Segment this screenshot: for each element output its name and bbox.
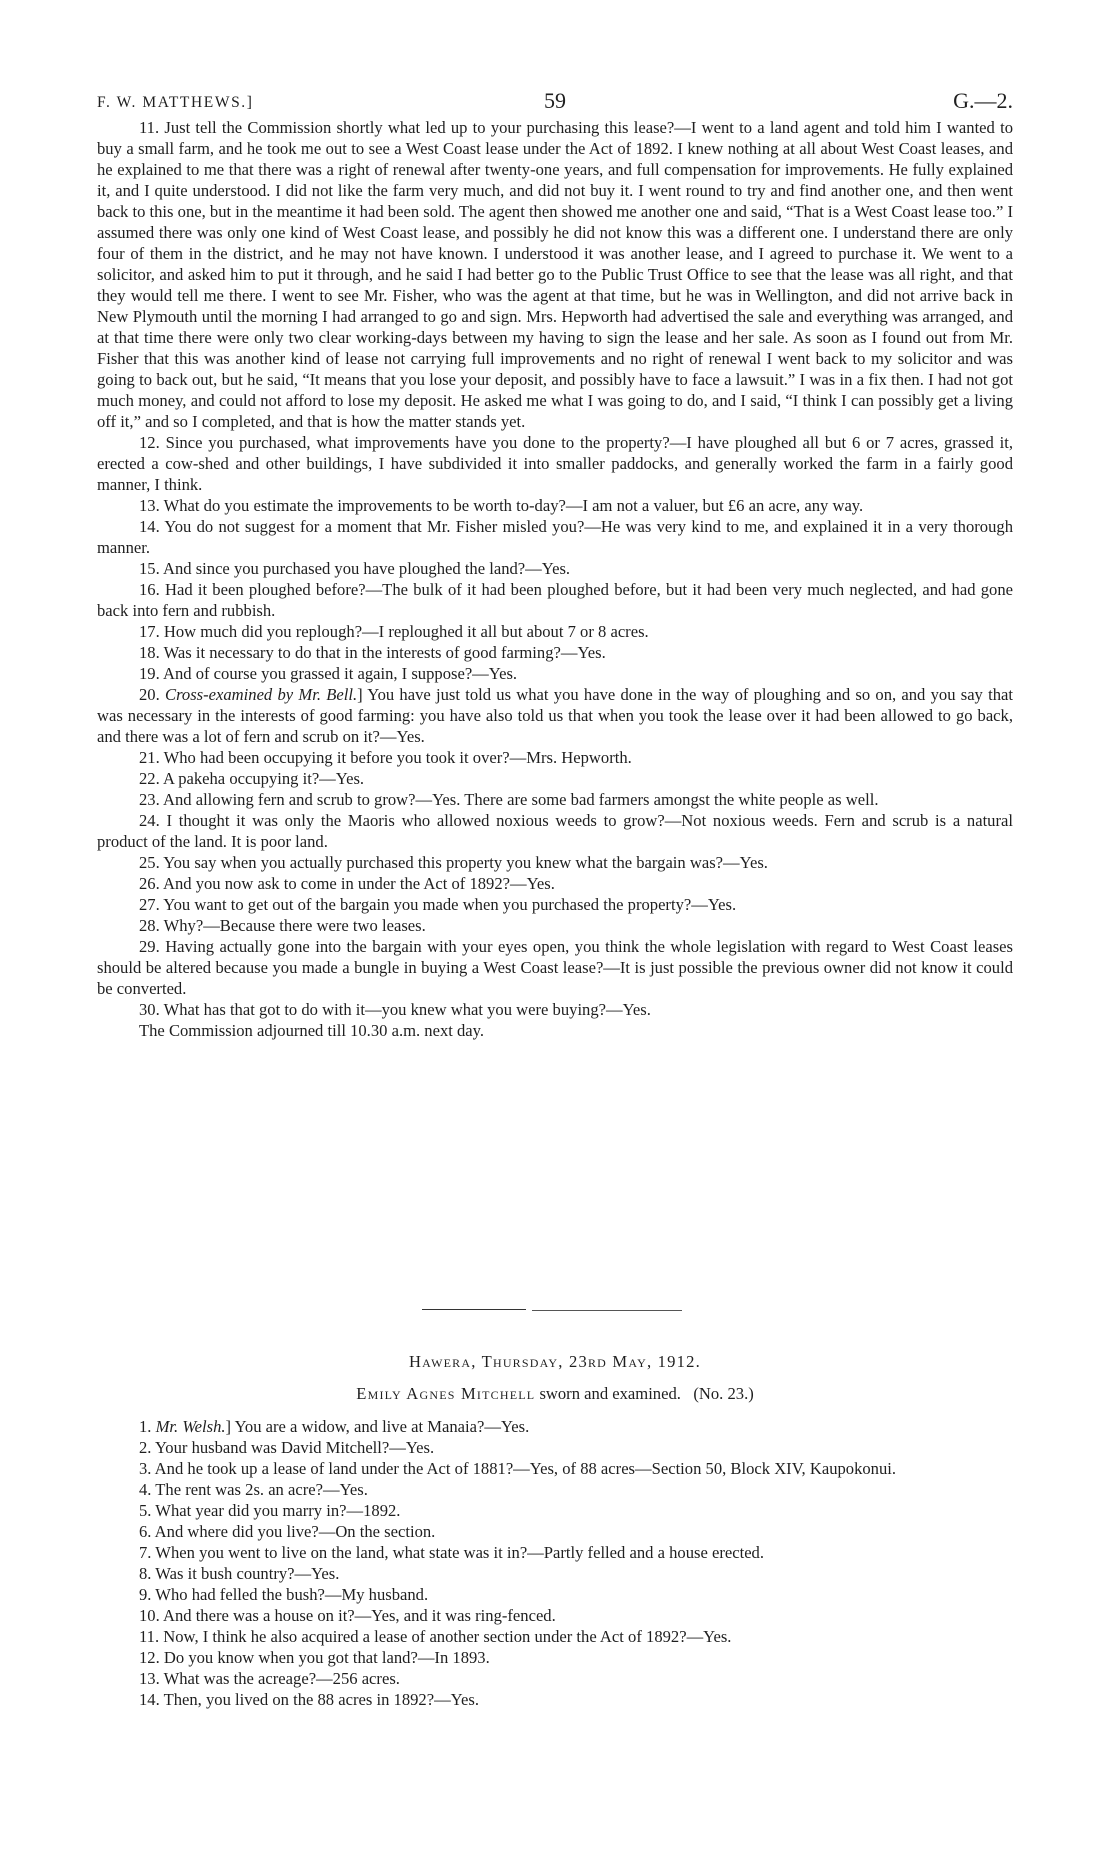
paragraph-q17: 17. How much did you replough?—I reploughed it all but about 7 or 8 acres. <box>139 622 649 641</box>
paragraph-q18: 18. Was it necessary to do that in the interests of good farming?—Yes. <box>139 643 606 662</box>
cross-examiner: Cross-examined by Mr. Bell. <box>165 685 358 704</box>
witness-name: Emily Agnes Mitchell <box>356 1384 536 1403</box>
paragraph-q16: 16. Had it been ploughed before?—The bulk of it had been ploughed before, but it had been very much neglected, and had gone back into fern and rubbish. <box>97 580 1013 620</box>
witness-heading <box>97 1384 1013 1404</box>
page-header <box>97 88 1013 118</box>
examiner-name: Mr. Welsh. <box>155 1417 226 1436</box>
document-reference: G.—2. <box>953 88 1013 113</box>
divider-rule-left <box>422 1309 526 1310</box>
q1-text: ] You are a widow, and live at Manaia?—Yes. <box>225 1417 530 1436</box>
paragraph-q21: 21. Who had been occupying it before you took it over?—Mrs. Hepworth. <box>139 748 632 767</box>
paragraph-q29: 29. Having actually gone into the bargain with your eyes open, you think the whole legislation with regard to West Coast leases should be altered because you made a bungle in buying a West Coast lease?—It is just possible the previous owner did not know it could be converted. <box>97 937 1013 998</box>
testimony-section-mitchell <box>97 1416 1013 1710</box>
paragraph-q30: 30. What has that got to do with it—you knew what you were buying?—Yes. <box>139 1000 651 1019</box>
paragraph-q5: 5. What year did you marry in?—1892. <box>139 1501 401 1520</box>
paragraph-q15: 15. And since you purchased you have ploughed the land?—Yes. <box>139 559 571 578</box>
witness-sworn: sworn and examined. <box>535 1384 681 1403</box>
paragraph-q3: 3. And he took up a lease of land under the Act of 1881?—Yes, of 88 acres—Section 50, Block XIV, Kaupokonui. <box>139 1459 897 1478</box>
q20-number: 20. <box>139 685 160 704</box>
session-heading: Hawera, Thursday, 23rd May, 1912. <box>409 1352 701 1371</box>
paragraph-q19: 19. And of course you grassed it again, I suppose?—Yes. <box>139 664 518 683</box>
divider-rule-right <box>532 1310 682 1311</box>
paragraph-q13-mitchell: 13. What was the acreage?—256 acres. <box>139 1669 400 1688</box>
paragraph-q4: 4. The rent was 2s. an acre?—Yes. <box>139 1480 368 1499</box>
paragraph-q6: 6. And where did you live?—On the section. <box>139 1522 436 1541</box>
paragraph-q11-mitchell: 11. Now, I think he also acquired a lease of another section under the Act of 1892?—Yes. <box>139 1627 732 1646</box>
page-number: 59 <box>544 88 566 113</box>
paragraph-q14: 14. You do not suggest for a moment that Mr. Fisher misled you?—He was very kind to me, and explained it in a very thorough manner. <box>97 517 1013 557</box>
paragraph-q10: 10. And there was a house on it?—Yes, and it was ring-fenced. <box>139 1606 556 1625</box>
paragraph-q24: 24. I thought it was only the Maoris who allowed noxious weeds to grow?—Not noxious weeds. Fern and scrub is a natural product of the land. It is poor land. <box>97 811 1013 851</box>
paragraph-q20 <box>97 684 1013 747</box>
paragraph-q7: 7. When you went to live on the land, what state was it in?—Partly felled and a house erected. <box>139 1543 765 1562</box>
paragraph-q22: 22. A pakeha occupying it?—Yes. <box>139 769 365 788</box>
header-witness-name: F. W. MATTHEWS.] <box>97 94 254 111</box>
adjournment-note: The Commission adjourned till 10.30 a.m. next day. <box>139 1021 485 1040</box>
paragraph-q11: 11. Just tell the Commission shortly what led up to your purchasing this lease?—I went to a land agent and told him I wanted to buy a small farm, and he took me out to see a West Coast lease under the Act of 1892. I knew nothing at all about West Coast leases, and he explained to me that there was a right of renewal after twenty-one years, and full compensation for improvements. He fully explained it, and I quite understood. I did not like the farm very much, and did not buy it. I went round to try and find another one, and then went back to this one, but in the meantime it had been sold. The agent then showed me another one and said, “That is a West Coast lease too.” I assumed there was only one kind of West Coast lease, and possibly he did not know this was a different one. I understand there are only four of them in the district, and he may not have known. I understood it was another lease, and I agreed to purchase it. We went to a solicitor, and asked him to put it through, and he said I had better go to the Public Trust Office to see that the lease was all right, and that they would tell me there. I went to see Mr. Fisher, who was the agent at that time, but he was in Wellington, and did not arrive back in New Plymouth until the morning I had arranged to go and sign. Mrs. Hepworth had advertised the sale and everything was arranged, and at that time there were only two clear working-days between my having to sign the lease and her sale. As soon as I found out from Mr. Fisher that this was another kind of lease not carrying full improvements and no right of renewal I went back to my solicitor and was going to back out, but he said, “It means that you lose your deposit, and possibly have to face a lawsuit.” I was in a fix then. I had not got much money, and could not afford to lose my deposit. He asked me what I was going to do, and I said, “I think I can possibly get a living off it,” and so I completed, and that is how the matter stands yet. <box>97 118 1013 431</box>
section-divider <box>422 1305 682 1315</box>
paragraph-q12: 12. Since you purchased, what improvements have you done to the property?—I have ploughed all but 6 or 7 acres, grassed it, erected a cow-shed and other buildings, I have subdivided it into smaller paddocks, and generally worked the farm in a fairly good manner, I think. <box>97 433 1013 494</box>
paragraph-q13: 13. What do you estimate the improvements to be worth to-day?—I am not a valuer, but £6 an acre, any way. <box>139 496 864 515</box>
testimony-section-matthews <box>97 117 1013 1041</box>
paragraph-q12-mitchell: 12. Do you know when you got that land?—In 1893. <box>139 1648 490 1667</box>
paragraph-q1 <box>97 1416 1013 1437</box>
paragraph-q25: 25. You say when you actually purchased this property you knew what the bargain was?—Yes. <box>139 853 768 872</box>
q1-number: 1. <box>139 1417 152 1436</box>
q20-text: ] You have just told us what you have done in the way of ploughing and so on, and you say that was necessary in the interests of good farming: you have also told us that when you took the lease over it had been allowed to go back, and there was a lot of fern and scrub on it?—Yes. <box>97 685 1013 746</box>
paragraph-q9: 9. Who had felled the bush?—My husband. <box>139 1585 429 1604</box>
paragraph-q14-mitchell: 14. Then, you lived on the 88 acres in 1892?—Yes. <box>139 1690 479 1709</box>
paragraph-q8: 8. Was it bush country?—Yes. <box>139 1564 340 1583</box>
paragraph-q23: 23. And allowing fern and scrub to grow?—Yes. There are some bad farmers amongst the white people as well. <box>139 790 879 809</box>
paragraph-q27: 27. You want to get out of the bargain you made when you purchased the property?—Yes. <box>139 895 737 914</box>
paragraph-q28: 28. Why?—Because there were two leases. <box>139 916 426 935</box>
paragraph-q2: 2. Your husband was David Mitchell?—Yes. <box>139 1438 435 1457</box>
witness-number: (No. 23.) <box>693 1384 754 1403</box>
paragraph-q26: 26. And you now ask to come in under the Act of 1892?—Yes. <box>139 874 555 893</box>
